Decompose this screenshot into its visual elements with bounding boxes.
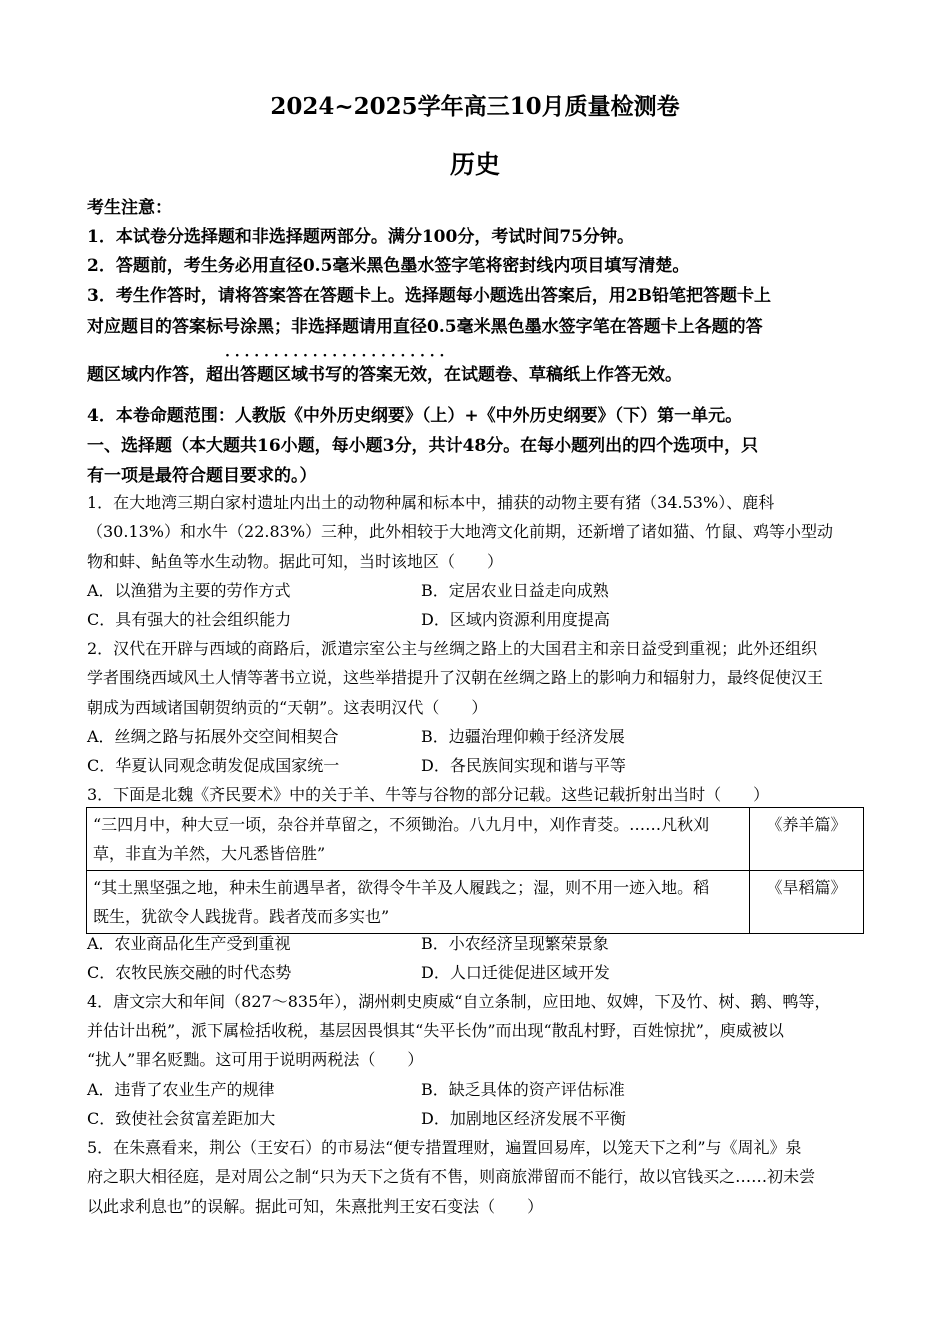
q4-option-a[interactable]: A．违背了农业生产的规律	[87, 1080, 275, 1099]
notice-heading: 考生注意：	[87, 198, 172, 218]
notice-line-6: 4．本卷命题范围：人教版《中外历史纲要》（上）+《中外历史纲要》（下）第一单元。	[87, 406, 743, 426]
notice-line-4: 对应题目的答案标号涂黑；非选择题请用直径0.5毫米黑色墨水签字笔在答题卡上各题的答	[87, 317, 763, 337]
subject-title: 历史	[449, 150, 500, 179]
quote-line: 既生，犹欲令人践拢背。践者茂而多实也”	[93, 907, 390, 926]
table-cell-source: 《旱稻篇》	[750, 871, 864, 934]
q3-option-a[interactable]: A．农业商品化生产受到重视	[87, 934, 291, 953]
q2-option-a[interactable]: A．丝绸之路与拓展外交空间相契合	[87, 727, 339, 746]
q2-stem-line-2: 学者围绕西域风土人情等著书立说，这些举措提升了汉朝在丝绸之路上的影响力和辐射力，最终促使汉王	[87, 668, 824, 687]
table-row	[87, 808, 864, 871]
quote-line: “三四月中，种大豆一顷，杂谷并草留之，不须锄治。八九月中，刈作青茭。……凡秋刈	[93, 815, 710, 834]
q1-stem-line-1: 1．在大地湾三期白家村遗址内出土的动物种属和标本中，捕获的动物主要有猪（34.53%）、鹿科	[87, 493, 775, 512]
q1-option-a[interactable]: A．以渔猎为主要的劳作方式	[87, 581, 291, 600]
q3-stem-line-1: 3．下面是北魏《齐民要术》中的关于羊、牛等与谷物的部分记载。这些记载折射出当时（ ）	[87, 785, 770, 804]
q4-option-d[interactable]: D．加剧地区经济发展不平衡	[421, 1109, 626, 1128]
notice-line-2: 2．答题前，考生务必用直径0.5毫米黑色墨水签字笔将密封线内项目填写清楚。	[87, 256, 690, 276]
q2-option-c[interactable]: C．华夏认同观念萌发促成国家统一	[87, 756, 340, 775]
table-row	[87, 871, 864, 934]
quote-line: “其土黑坚强之地，种未生前遇旱者，欲得令牛羊及人履践之；湿，则不用一迹入地。稻	[93, 878, 710, 897]
q3-option-c[interactable]: C．农牧民族交融的时代态势	[87, 963, 292, 982]
q2-option-b[interactable]: B．边疆治理仰赖于经济发展	[421, 727, 625, 746]
notice-line-1: 1．本试卷分选择题和非选择题两部分。满分100分，考试时间75分钟。	[87, 227, 634, 247]
q1-option-b[interactable]: B．定居农业日益走向成熟	[421, 581, 609, 600]
q1-option-d[interactable]: D．区域内资源利用度提高	[421, 610, 610, 629]
q2-stem-line-3: 朝成为西域诸国朝贺纳贡的“天朝”。这表明汉代（ ）	[87, 698, 488, 717]
q2-option-d[interactable]: D．各民族间实现和谐与平等	[421, 756, 626, 775]
exam-title: 2024~2025学年高三10月质量检测卷	[270, 93, 680, 120]
table-cell-quote	[87, 808, 750, 871]
table-cell-source: 《养羊篇》	[750, 808, 864, 871]
q1-option-c[interactable]: C．具有强大的社会组织能力	[87, 610, 292, 629]
q5-stem-line-1: 5．在朱熹看来，荆公（王安石）的市易法“便专措置理财，遍置回易库，以笼天下之利”与《周礼》泉	[87, 1138, 802, 1157]
quote-line: 草，非直为羊然，大凡悉皆倍胜”	[93, 844, 326, 863]
notice-line-3: 3．考生作答时，请将答案答在答题卡上。选择题每小题选出答案后，用2B铅笔把答题卡上	[87, 286, 772, 306]
q4-stem-line-1: 4．唐文宗大和年间（827～835年），湖州刺史庾威“自立条制，应田地、奴婢，下及竹、树、鹅、鸭等，	[87, 992, 831, 1011]
q4-option-c[interactable]: C．致使社会贫富差距加大	[87, 1109, 276, 1128]
notice-line-5: 题区域内作答，超出答题区域书写的答案无效，在试题卷、草稿纸上作答无效。	[87, 365, 682, 385]
q3-option-b[interactable]: B．小农经济呈现繁荣景象	[421, 934, 609, 953]
table-cell-quote	[87, 871, 750, 934]
q4-stem-line-3: “扰人”罪名贬黜。这可用于说明两税法（ ）	[87, 1050, 424, 1069]
q5-stem-line-3: 以此求利息也”的误解。据此可知，朱熹批判王安石变法（ ）	[87, 1197, 544, 1216]
emphasis-dots: · · · · · · · · · · · · · · · · · · · · · · ·	[225, 348, 445, 364]
q5-stem-line-2: 府之职大相径庭，是对周公之制“只为天下之货有不售，则商旅滞留而不能行，故以官钱买之……初未尝	[87, 1167, 816, 1186]
section-heading-line-1: 一、选择题（本大题共16小题，每小题3分，共计48分。在每小题列出的四个选项中，只	[87, 436, 759, 456]
q2-stem-line-1: 2．汉代在开辟与西域的商路后，派遣宗室公主与丝绸之路上的大国君主和亲日益受到重视；此外还组织	[87, 639, 818, 658]
q4-option-b[interactable]: B．缺乏具体的资产评估标准	[421, 1080, 625, 1099]
q1-stem-line-3: 物和蚌、鲇鱼等水生动物。据此可知，当时该地区（ ）	[87, 552, 504, 571]
q4-stem-line-2: 并估计出税”，派下属检括收税，基层因畏惧其“失平长伪”而出现“散乱村野，百姓惊扰”，庾威被以	[87, 1021, 784, 1040]
q3-source-table	[86, 807, 864, 934]
q3-option-d[interactable]: D．人口迁徙促进区域开发	[421, 963, 610, 982]
q1-stem-line-2: （30.13%）和水牛（22.83%）三种，此外相较于大地湾文化前期，还新增了诸如猫、竹鼠、鸡等小型动	[87, 522, 834, 541]
section-heading-line-2: 有一项是最符合题目要求的。）	[87, 466, 317, 486]
